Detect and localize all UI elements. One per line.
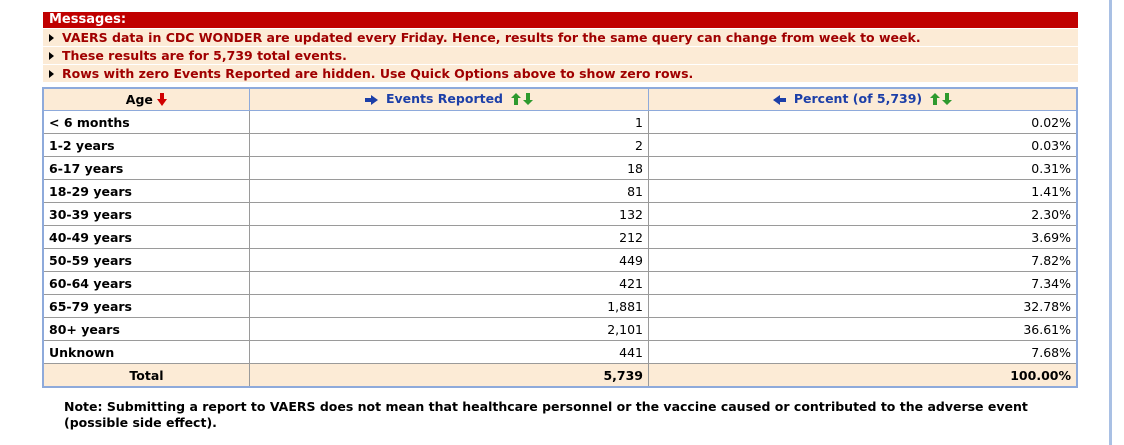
percent-cell: 32.78% — [649, 295, 1078, 318]
events-cell: 212 — [250, 226, 649, 249]
arrow-right-icon[interactable] — [365, 95, 378, 105]
age-cell: 60-64 years — [43, 272, 250, 295]
age-cell: < 6 months — [43, 111, 250, 134]
events-cell: 132 — [250, 203, 649, 226]
message-text: VAERS data in CDC WONDER are updated every Friday. Hence, results for the same query can change from week to week. — [62, 30, 921, 45]
percent-cell: 1.41% — [649, 180, 1078, 203]
total-label: Total — [43, 364, 250, 388]
messages-panel — [43, 12, 1078, 82]
column-header-events-label: Events Reported — [385, 91, 504, 106]
events-cell: 449 — [250, 249, 649, 272]
bullet-triangle-icon — [49, 70, 54, 78]
messages-header: Messages: — [43, 12, 1078, 28]
table-row — [43, 341, 1077, 364]
age-cell: 6-17 years — [43, 157, 250, 180]
age-cell: 1-2 years — [43, 134, 250, 157]
table-row — [43, 203, 1077, 226]
table-row — [43, 318, 1077, 341]
bullet-triangle-icon — [49, 52, 54, 60]
table-row — [43, 249, 1077, 272]
sort-up-down-icon[interactable] — [511, 93, 533, 108]
sort-down-arrow-icon[interactable] — [157, 93, 167, 106]
sort-up-down-icon[interactable] — [930, 93, 952, 108]
age-cell: Unknown — [43, 341, 250, 364]
events-cell: 441 — [250, 341, 649, 364]
age-cell: 40-49 years — [43, 226, 250, 249]
column-header-age[interactable] — [43, 88, 250, 111]
events-cell: 1 — [250, 111, 649, 134]
table-row — [43, 157, 1077, 180]
percent-cell: 0.02% — [649, 111, 1078, 134]
percent-cell: 7.34% — [649, 272, 1078, 295]
events-cell: 421 — [250, 272, 649, 295]
header-row — [43, 88, 1077, 111]
table-row — [43, 295, 1077, 318]
message-item — [43, 29, 1078, 46]
column-header-percent-label: Percent (of 5,739) — [793, 91, 923, 106]
message-item — [43, 47, 1078, 64]
total-percent-cell: 100.00% — [649, 364, 1078, 388]
message-item — [43, 65, 1078, 82]
events-cell: 81 — [250, 180, 649, 203]
age-cell: 30-39 years — [43, 203, 250, 226]
percent-cell: 36.61% — [649, 318, 1078, 341]
bullet-triangle-icon — [49, 34, 54, 42]
message-text: Rows with zero Events Reported are hidden. Use Quick Options above to show zero rows. — [62, 66, 694, 81]
events-cell: 2,101 — [250, 318, 649, 341]
percent-cell: 7.82% — [649, 249, 1078, 272]
total-events-cell: 5,739 — [250, 364, 649, 388]
table-row — [43, 226, 1077, 249]
events-cell: 1,881 — [250, 295, 649, 318]
percent-cell: 2.30% — [649, 203, 1078, 226]
disclaimer-note: Note: Submitting a report to VAERS does not mean that healthcare personnel or the vaccine caused or contributed to the adverse event (possible side effect). — [64, 399, 1028, 430]
table-row — [43, 272, 1077, 295]
table-row — [43, 180, 1077, 203]
percent-cell: 0.31% — [649, 157, 1078, 180]
table-row — [43, 111, 1077, 134]
column-header-percent[interactable] — [649, 88, 1078, 111]
page-right-border — [1109, 0, 1112, 445]
column-header-age-label: Age — [125, 92, 153, 107]
table-row — [43, 134, 1077, 157]
percent-cell: 3.69% — [649, 226, 1078, 249]
results-table — [42, 87, 1078, 388]
age-cell: 80+ years — [43, 318, 250, 341]
percent-cell: 7.68% — [649, 341, 1078, 364]
age-cell: 50-59 years — [43, 249, 250, 272]
events-cell: 18 — [250, 157, 649, 180]
age-cell: 18-29 years — [43, 180, 250, 203]
age-cell: 65-79 years — [43, 295, 250, 318]
arrow-left-icon[interactable] — [773, 95, 786, 105]
column-header-events[interactable] — [250, 88, 649, 111]
percent-cell: 0.03% — [649, 134, 1078, 157]
message-text: These results are for 5,739 total events. — [62, 48, 347, 63]
total-row — [43, 364, 1077, 388]
events-cell: 2 — [250, 134, 649, 157]
